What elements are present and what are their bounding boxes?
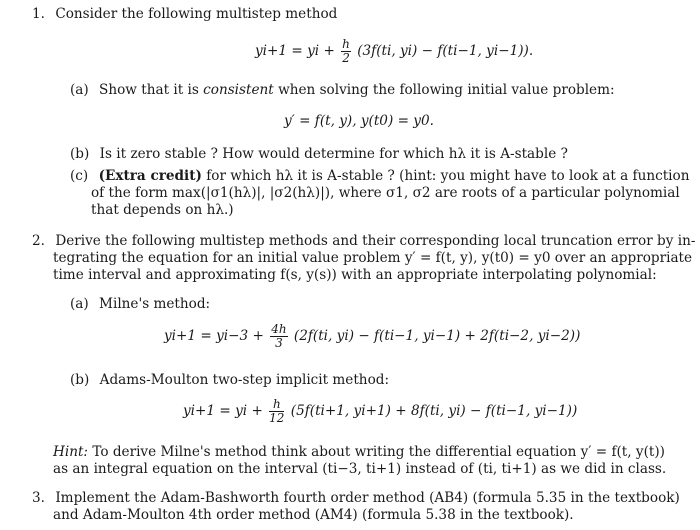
problem-2-line-3: time interval and approximating f(s, y(s)) with an appropriate interpolating polynomial: <box>53 267 657 283</box>
problem-3-line-1 <box>32 490 680 507</box>
problem-1-heading <box>32 6 337 23</box>
eq1-lhs: yi+1 = yi + <box>255 43 335 59</box>
problem-3-line-2: and Adam-Moulton 4th order method (AM4) (formula 5.38 in the textbook). <box>53 507 574 523</box>
part-a-emphasis: consistent <box>203 82 274 98</box>
milne-denominator: 3 <box>275 336 283 350</box>
eq1-rhs: (3f(ti, yi) − f(ti−1, yi−1)). <box>357 43 534 59</box>
problem-1-part-c-line-1 <box>70 168 689 185</box>
problem-3-text-1: Implement the Adam-Bashworth fourth order method (AB4) (formula 5.35 in the textbook) <box>55 490 680 506</box>
p2-part-b-text: Adams-Moulton two-step implicit method: <box>99 372 390 388</box>
hint-label: Hint: <box>53 444 88 460</box>
problem-1-intro: Consider the following multistep method <box>55 6 338 22</box>
part-b-label: (b) <box>70 146 90 162</box>
milne-numerator: 4h <box>271 322 287 336</box>
part-a-text-1: Show that it is <box>99 82 199 98</box>
eq1-numerator: h <box>342 37 350 51</box>
equation-ivp: y′ = f(t, y), y(t0) = y0. <box>284 113 434 129</box>
problem-2-hint-line-2: as an integral equation on the interval (ti−3, ti+1) instead of (ti, ti+1) as we did in class. <box>53 461 667 477</box>
am-numerator: h <box>269 398 284 412</box>
eq1-denominator: 2 <box>342 51 350 65</box>
eq1-fraction <box>341 38 351 65</box>
problem-1-part-c-line-2: of the form max(|σ1(hλ)|, |σ2(hλ)|), where σ1, σ2 are roots of a particular polynomial <box>91 185 680 201</box>
am-fraction <box>269 398 284 425</box>
p2-part-a-label: (a) <box>70 296 89 312</box>
part-a-text-2: when solving the following initial value problem: <box>278 82 615 98</box>
am-denominator: 12 <box>269 411 285 425</box>
hint-text-1: To derive Milne's method think about writing the differential equation y′ = f(t, y(t)) <box>92 444 665 460</box>
problem-2-hint-line-1 <box>53 444 665 461</box>
am-lhs: yi+1 = yi + <box>183 403 263 419</box>
problem-2-line-1 <box>32 233 695 250</box>
part-b-text: Is it zero stable ? How would determine for which hλ it is A-stable ? <box>99 146 568 162</box>
equation-adams-moulton <box>183 398 577 425</box>
problem-2-number: 2. <box>32 233 45 249</box>
part-c-text-1: for which hλ it is A-stable ? (hint: you might have to look at a function <box>206 168 690 184</box>
am-rhs: (5f(ti+1, yi+1) + 8f(ti, yi) − f(ti−1, yi−1)) <box>290 403 578 419</box>
problem-2-part-b <box>70 372 389 389</box>
problem-1-number: 1. <box>32 6 45 22</box>
problem-1-part-c-line-3: that depends on hλ.) <box>91 202 234 218</box>
problem-2-text-1: Derive the following multistep methods and their corresponding local truncation error by in- <box>55 233 696 249</box>
part-a-label: (a) <box>70 82 89 98</box>
equation-milne <box>164 323 580 350</box>
problem-1-part-b <box>70 146 568 163</box>
p2-part-b-label: (b) <box>70 372 90 388</box>
problem-2-part-a <box>70 296 210 313</box>
milne-fraction <box>270 323 287 350</box>
problem-2-line-2: tegrating the equation for an initial value problem y′ = f(t, y), y(t0) = y0 over an appropriate <box>53 250 693 266</box>
problem-1-part-a <box>70 82 615 99</box>
equation-multistep-method <box>255 38 533 65</box>
part-c-label: (c) <box>70 168 89 184</box>
extra-credit-label: (Extra credit) <box>98 168 202 184</box>
problem-3-number: 3. <box>32 490 45 506</box>
milne-rhs: (2f(ti, yi) − f(ti−1, yi−1) + 2f(ti−2, yi−2)) <box>293 328 581 344</box>
p2-part-a-text: Milne's method: <box>99 296 211 312</box>
milne-lhs: yi+1 = yi−3 + <box>164 328 264 344</box>
